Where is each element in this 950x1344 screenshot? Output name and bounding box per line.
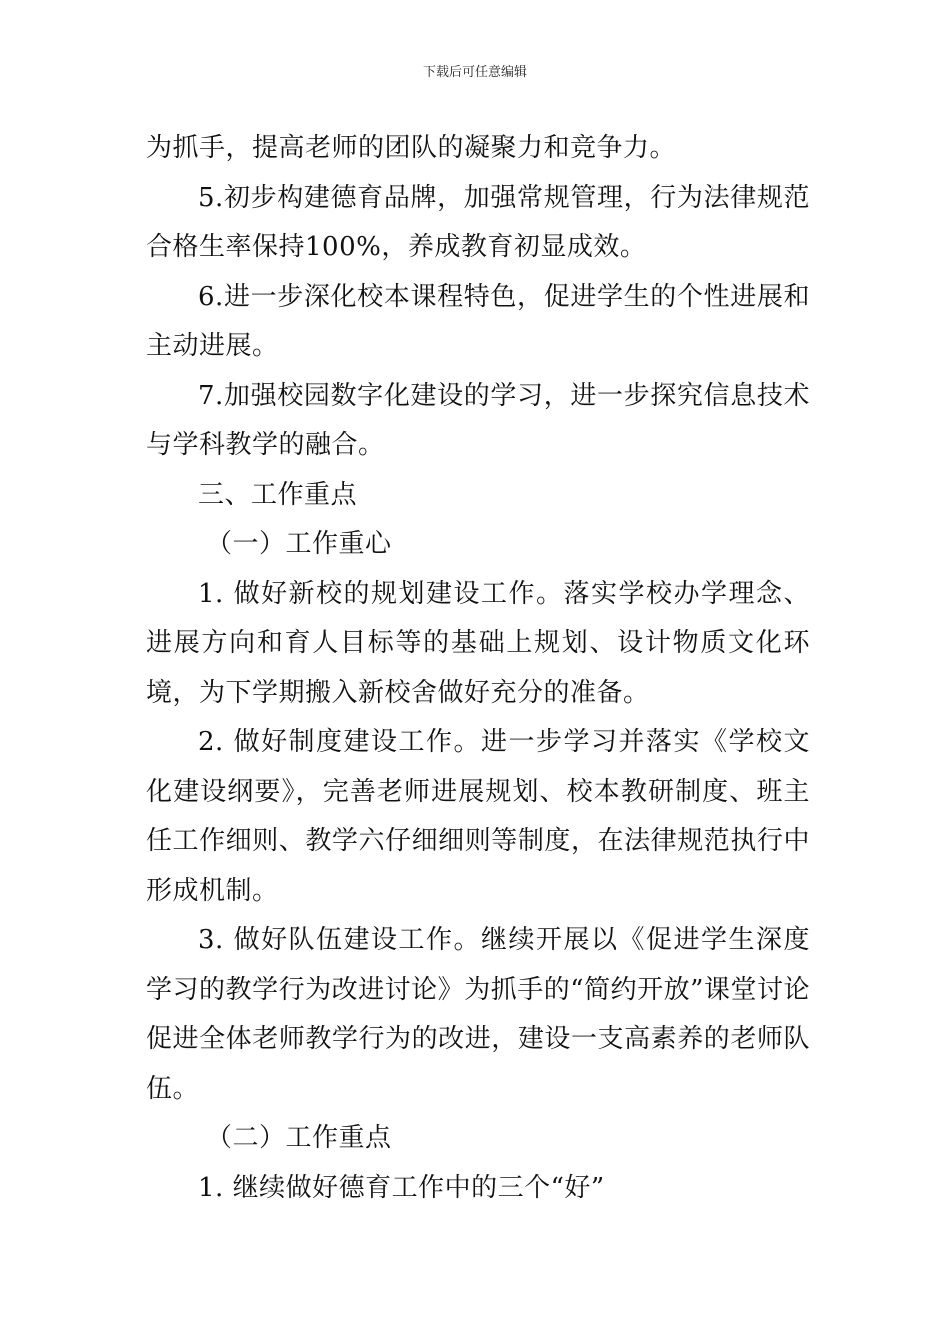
section-heading-3: 三、工作重点 bbox=[198, 479, 358, 510]
document-body bbox=[146, 124, 810, 1213]
page-header: 下载后可任意编辑 bbox=[422, 65, 527, 80]
paragraph-continuation: 为抓手，提高老师的团队的凝聚力和竞争力。 bbox=[146, 133, 677, 163]
paragraph-key-1: 1. 继续做好德育工作中的三个“好” bbox=[198, 1172, 605, 1203]
paragraph-item-7: 7.加强校园数字化建设的学习，进一步探究信息技术与学科教学的融合。 bbox=[146, 380, 810, 460]
subsection-heading-2: （二）工作重点 bbox=[206, 1123, 392, 1153]
paragraph-focus-1: 1. 做好新校的规划建设工作。落实学校办学理念、进展方向和育人目标等的基础上规划、设计物质文化环境，为下学期搬入新校舍做好充分的准备。 bbox=[146, 578, 810, 708]
paragraph-item-6: 6.进一步深化校本课程特色，促进学生的个性进展和主动进展。 bbox=[146, 281, 810, 361]
subsection-heading-1: （一）工作重心 bbox=[206, 529, 392, 559]
paragraph-item-5: 5.初步构建德育品牌，加强常规管理，行为法律规范合格生率保持100%，养成教育初显成效。 bbox=[146, 182, 810, 262]
paragraph-focus-3: 3. 做好队伍建设工作。继续开展以《促进学生深度学习的教学行为改进讨论》为抓手的“简约开放”课堂讨论促进全体老师教学行为的改进，建设一支高素养的老师队伍。 bbox=[146, 925, 810, 1104]
paragraph-focus-2: 2. 做好制度建设工作。进一步学习并落实《学校文化建设纲要》，完善老师进展规划、校本教研制度、班主任工作细则、教学六仔细细则等制度，在法律规范执行中形成机制。 bbox=[146, 727, 810, 906]
